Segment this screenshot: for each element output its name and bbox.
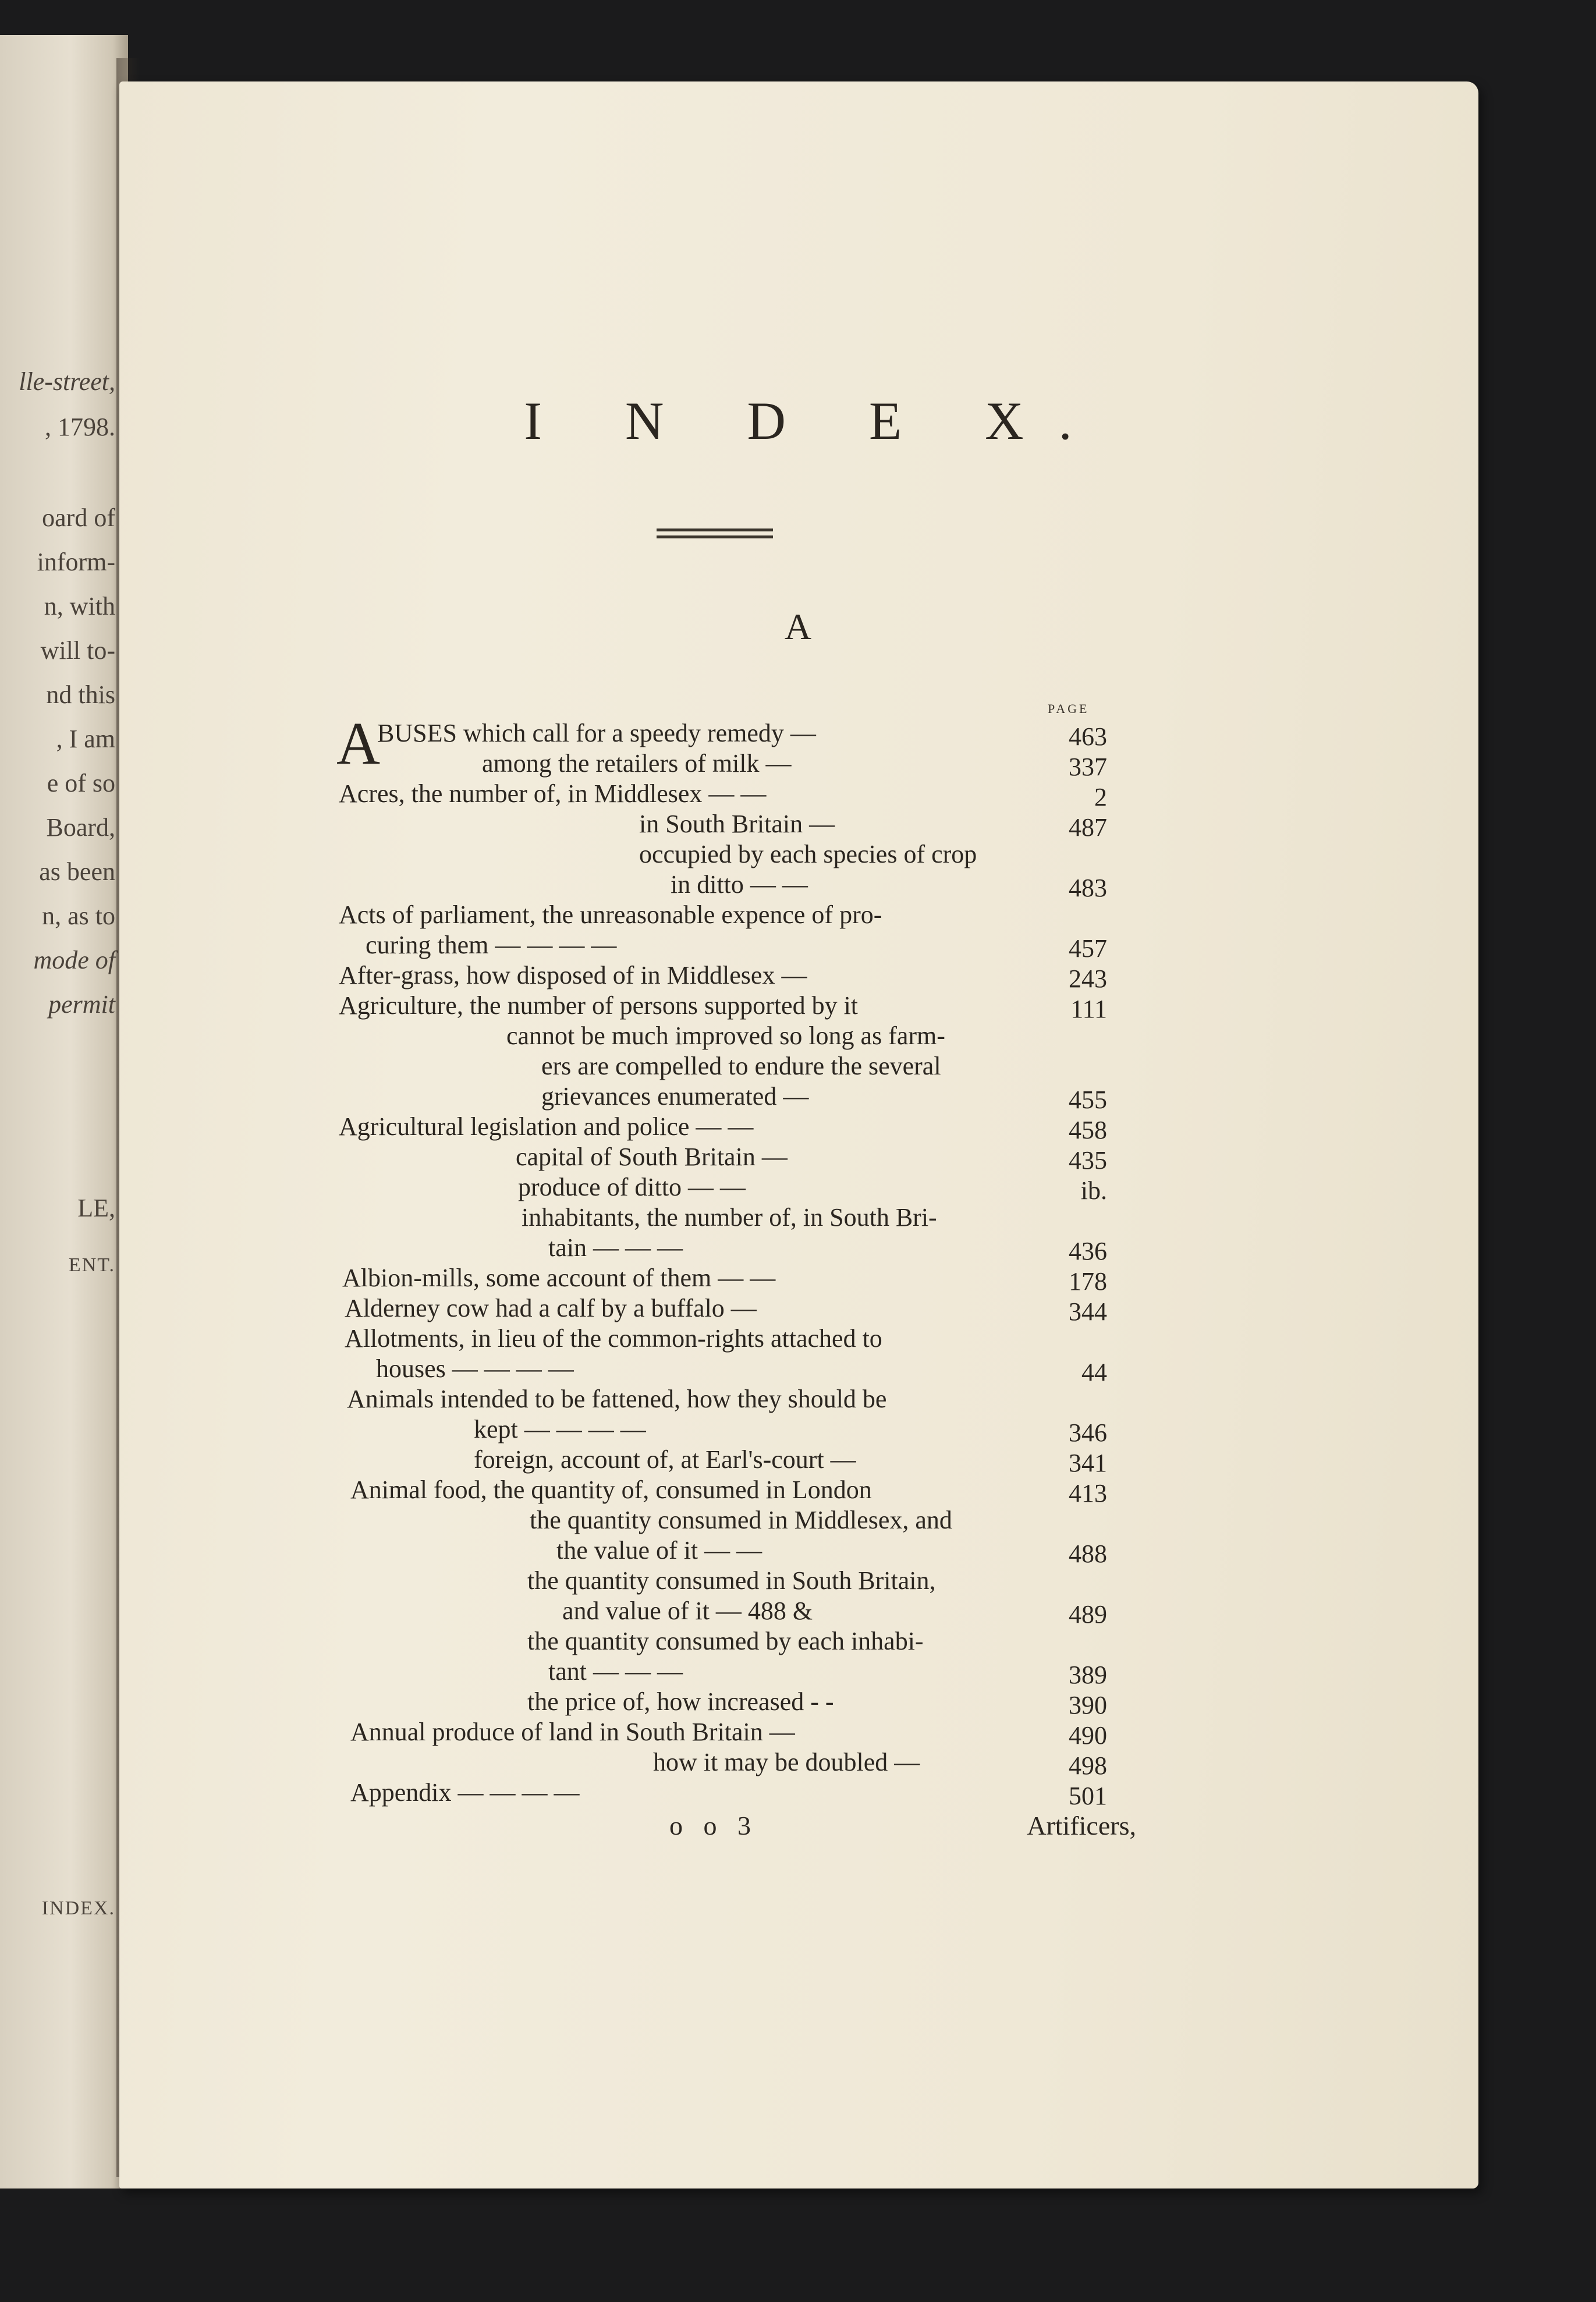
page-title: I N D E X. [524,391,1107,451]
facing-page-text: as been [39,857,115,886]
index-entry: how it may be doubled — [653,1748,920,1776]
index-entry: ers are compelled to endure the several [541,1052,941,1080]
index-entry: among the retailers of milk — [482,749,792,778]
index-entry: the quantity consumed in Middlesex, and [530,1506,952,1534]
facing-page-text: nd this [46,680,115,709]
page-number: 44 [1081,1358,1107,1386]
index-entry: in ditto — — [671,870,808,899]
page-number: 458 [1069,1116,1107,1144]
page-number: 243 [1069,964,1107,993]
facing-page-text: will to- [40,636,115,665]
page-number: 489 [1069,1600,1107,1629]
catchword: Artificers, [1027,1811,1136,1840]
index-entry: Acres, the number of, in Middlesex — — [339,779,767,808]
index-entry: BUSES which call for a speedy remedy — [377,719,816,747]
index-entry: Agricultural legislation and police — — [339,1112,754,1141]
page-number: 389 [1069,1661,1107,1689]
page-number: 2 [1094,783,1107,811]
page-number: 344 [1069,1297,1107,1326]
title-rule-top [657,528,773,531]
index-entry: Allotments, in lieu of the common-rights attached to [345,1324,882,1353]
index-entry: Animals intended to be fattened, how they should be [347,1385,887,1413]
facing-page-text: , I am [56,725,115,753]
facing-page-text: , 1798. [45,413,115,441]
index-entry: grievances enumerated — [541,1082,809,1111]
index-entry: Acts of parliament, the unreasonable expence of pro- [339,900,882,929]
facing-page-text: lle-street, [19,367,115,396]
column-head: PAGE [1048,701,1090,716]
page-number: ib. [1080,1176,1107,1205]
page-number: 488 [1069,1540,1107,1568]
facing-page-text: permit [48,990,115,1019]
section-letter: A [784,606,812,647]
page-number: 390 [1069,1691,1107,1719]
facing-page-text: Board, [46,813,115,842]
title-rule-bottom [657,535,773,538]
index-entry: curing them — — — — [366,931,617,959]
index-entry: cannot be much improved so long as farm- [506,1021,945,1050]
page-number: 487 [1069,813,1107,842]
index-entry: Albion-mills, some account of them — — [342,1264,776,1292]
index-entry: the quantity consumed in South Britain, [527,1566,936,1595]
index-entry: inhabitants, the number of, in South Bri- [522,1203,937,1232]
signature-mark: o o 3 [669,1811,758,1840]
page-number: 413 [1069,1479,1107,1508]
facing-page-text: ENT. [68,1254,115,1276]
facing-page [0,35,128,2189]
page-number: 483 [1069,874,1107,902]
index-entry: Agriculture, the number of persons supported by it [339,991,859,1020]
page-number: 337 [1069,753,1107,781]
drop-cap: A [336,710,381,777]
page-number: 463 [1069,722,1107,751]
index-entry: occupied by each species of crop [639,840,977,868]
index-entry: Appendix — — — — [350,1778,580,1807]
index-entry: and value of it — 488 & [562,1597,813,1625]
index-entry: the value of it — — [556,1536,762,1565]
index-entry: Annual produce of land in South Britain — [350,1718,795,1746]
facing-page-text: mode of [33,946,115,974]
facing-page-text: inform- [37,548,115,576]
page-number: 111 [1070,995,1107,1023]
page-number: 498 [1069,1751,1107,1780]
index-entry: in South Britain — [639,810,835,838]
facing-page-text: e of so [47,769,115,797]
index-entry: kept — — — — [474,1415,646,1443]
index-entry: produce of ditto — — [518,1173,746,1201]
page-number: 436 [1069,1237,1107,1265]
index-entry: houses — — — — [376,1354,574,1383]
page-number: 501 [1069,1782,1107,1810]
page-number: 435 [1069,1146,1107,1175]
index-entry: capital of South Britain — [516,1143,788,1171]
page-number: 178 [1069,1267,1107,1296]
index-entry: the price of, how increased - - [527,1687,834,1716]
facing-page-text: n, with [44,592,115,620]
page-number: 455 [1069,1086,1107,1114]
page-number: 341 [1069,1449,1107,1477]
facing-page-text: LE, [77,1194,115,1222]
index-entry: tain — — — [548,1233,683,1262]
index-entry: Animal food, the quantity of, consumed in London [350,1475,872,1504]
index-entry: tant — — — [548,1657,683,1686]
index-entry: the quantity consumed by each inhabi- [527,1627,924,1655]
facing-page-text: oard of [42,503,115,532]
page-number: 346 [1069,1418,1107,1447]
facing-page-text: n, as to [42,902,115,930]
page-number: 490 [1069,1721,1107,1750]
index-entry: After-grass, how disposed of in Middlesex — [339,961,807,989]
index-entry: Alderney cow had a calf by a buffalo — [345,1294,757,1322]
page-number: 457 [1069,934,1107,963]
index-entry: foreign, account of, at Earl's-court — [474,1445,856,1474]
facing-page-text: INDEX. [41,1897,115,1919]
